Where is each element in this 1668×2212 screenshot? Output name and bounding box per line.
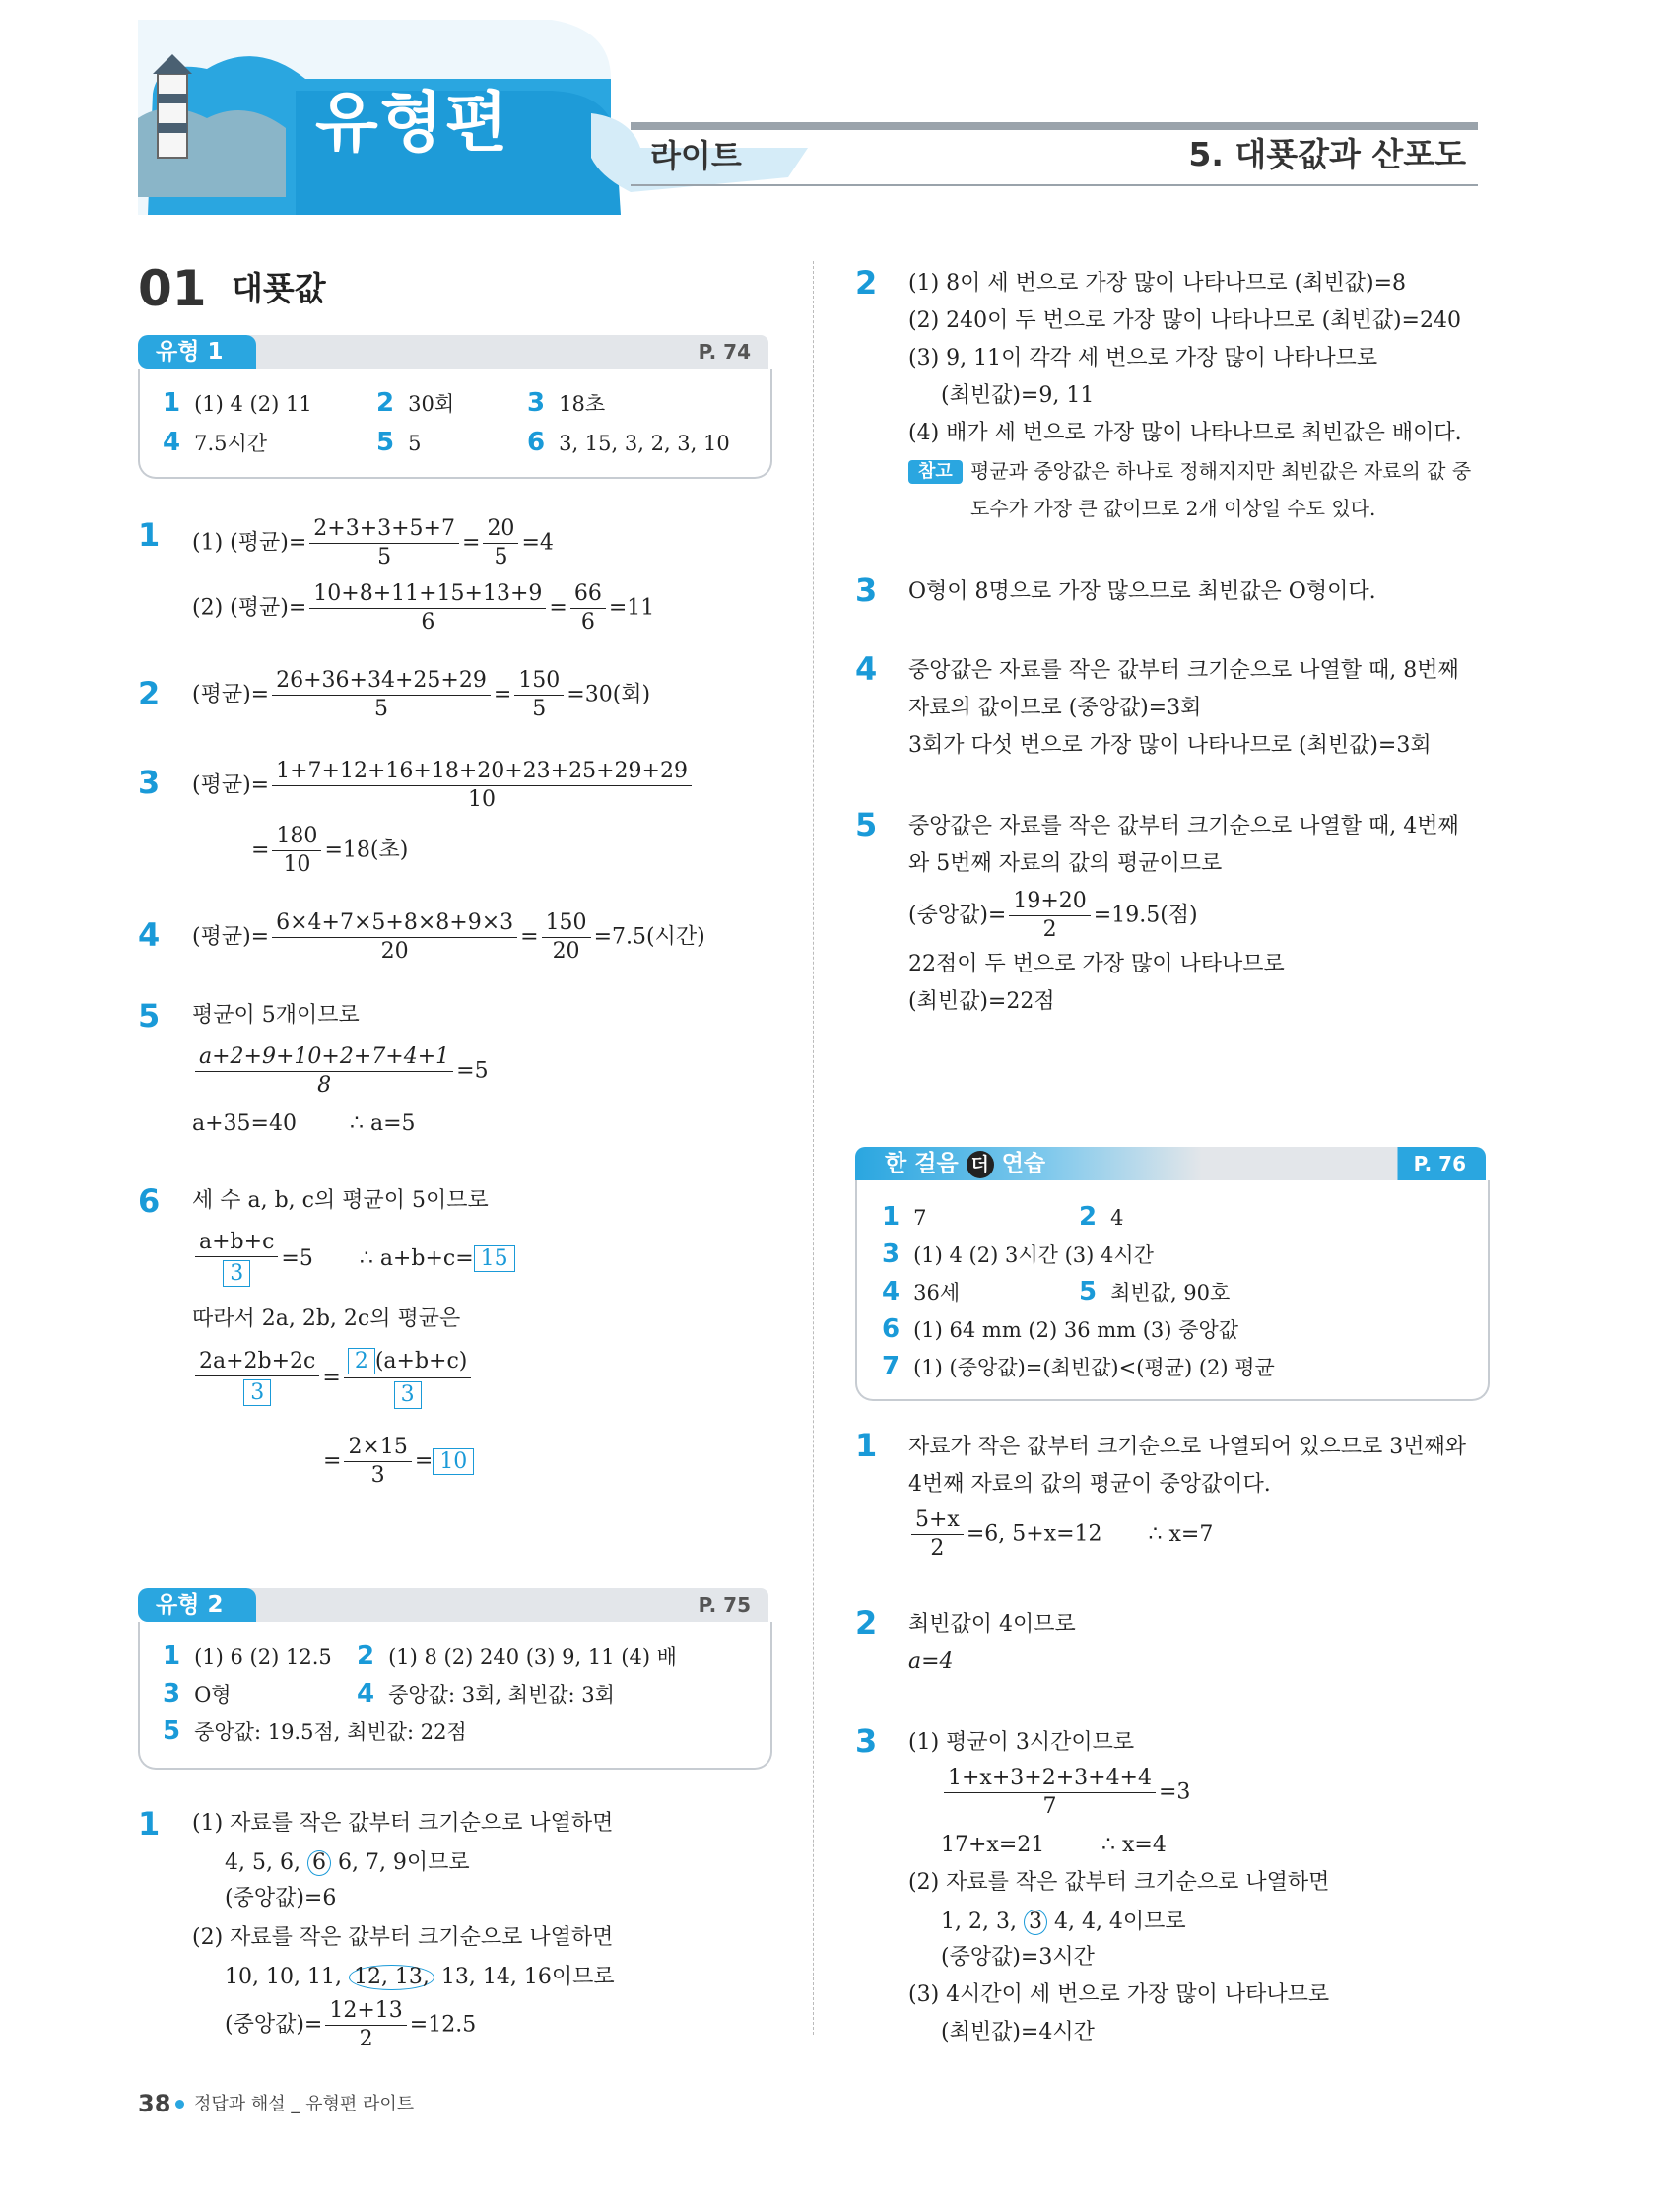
sol5-line2: $\frac{a+2+9+10+2+7+4+1}{8}$ =5 xyxy=(192,1046,489,1097)
practice-sol1-line2: 4번째 자료의 값의 평균이 중앙값이다. xyxy=(908,1472,1271,1497)
type1-header xyxy=(138,335,768,369)
practice-answer-3: 3 (1) 4 (2) 3시간 (3) 4시간 xyxy=(882,1240,1154,1269)
type2-page: P. 75 xyxy=(698,1593,751,1617)
sol5-line1: 평균이 5개이므로 xyxy=(192,1003,360,1028)
right-sol5-line3: (중앙값)= $\frac{19+20}{2}$ =19.5(점) xyxy=(908,889,1198,942)
type1-page: P. 74 xyxy=(698,340,751,364)
header-title: 유형편 xyxy=(315,85,510,161)
type2-sol1-line2: 4, 5, 6, 6 6, 7, 9이므로 xyxy=(225,1850,470,1875)
practice-sol3-line3: 17+x=21 xyxy=(941,1833,1045,1857)
type2-answer-5: 5 중앙값: 19.5점, 최빈값: 22점 xyxy=(163,1716,467,1746)
footer-dot xyxy=(175,2100,184,2109)
right-sol-number-2: 2 xyxy=(855,264,878,302)
right-sol2-line1: (1) 8이 세 번으로 가장 많이 나타나므로 (최빈값)=8 xyxy=(908,271,1406,296)
practice-answer-5: 5 최빈값, 90호 xyxy=(1079,1277,1231,1307)
type1-answer-5: 5 5 xyxy=(376,428,422,457)
sol-number-4: 4 xyxy=(138,916,161,954)
header-banner xyxy=(0,0,1668,217)
right-sol2-line2: (2) 240이 두 번으로 가장 많이 나타나므로 (최빈값)=240 xyxy=(908,308,1461,333)
practice-sol3-line1: (1) 평균이 3시간이므로 xyxy=(908,1730,1135,1755)
sol-number-6: 6 xyxy=(138,1182,161,1220)
practice-sol3-line9: (최빈값)=4시간 xyxy=(941,2020,1095,2044)
right-sol4-line3: 3회가 다섯 번으로 가장 많이 나타나므로 (최빈값)=3회 xyxy=(908,733,1432,758)
practice-label-mark: 더 xyxy=(967,1151,994,1178)
right-sol5-line4: 22점이 두 번으로 가장 많이 나타나므로 xyxy=(908,952,1285,976)
practice-answer-7: 7 (1) (중앙값)=(최빈값)<(평균) (2) 평균 xyxy=(882,1352,1275,1381)
practice-sol-number-3: 3 xyxy=(855,1722,878,1760)
practice-sol1-line1: 자료가 작은 값부터 크기순으로 나열되어 있으므로 3번째와 xyxy=(908,1435,1467,1459)
sol6-line4: $\frac{2a+2b+2c}{3}$ = $\frac{2 (a+b+c)}{3}$ xyxy=(192,1348,474,1409)
type1-answer-box xyxy=(138,369,772,479)
type2-answer-2: 2 (1) 8 (2) 240 (3) 9, 11 (4) 배 xyxy=(357,1642,677,1671)
type2-sol1-line6: (중앙값)= $\frac{12+13}{2}$ =12.5 xyxy=(225,1998,477,2051)
right-sol2-line5: (4) 배가 세 번으로 가장 많이 나타나므로 최빈값은 배이다. xyxy=(908,421,1462,445)
type2-label: 유형 2 xyxy=(138,1588,256,1622)
sol1-line1: (1) (평균)= $\frac{2+3+3+5+7}{5}$ = $\frac{20}{5}$ =4 xyxy=(192,516,554,570)
chapter-title: 5. 대푯값과 산포도 xyxy=(1188,135,1466,173)
practice-sol2-line1: 최빈값이 4이므로 xyxy=(908,1612,1076,1637)
type1-answer-1: 1 (1) 4 (2) 11 xyxy=(163,388,312,418)
header-tab: 라이트 xyxy=(650,137,742,174)
practice-sol3-line2: $\frac{1+x+3+2+3+4+4}{7}$ =3 xyxy=(941,1768,1190,1818)
sol-number-3: 3 xyxy=(138,764,161,801)
right-sol5-line2: 와 5번째 자료의 값의 평균이므로 xyxy=(908,851,1223,876)
practice-sol3-line5: (2) 자료를 작은 값부터 크기순으로 나열하면 xyxy=(908,1870,1330,1895)
practice-page: P. 76 xyxy=(1413,1152,1466,1175)
footer-text: 정답과 해설 _ 유형편 라이트 xyxy=(194,2094,415,2114)
type2-sol-number-1: 1 xyxy=(138,1805,161,1843)
sol6-line2: $\frac{a+b+c}{3}$ =5 ∴ a+b+c= 15 xyxy=(192,1232,515,1287)
sol1-line2: (2) (평균)= $\frac{10+8+11+15+13+9}{6}$ = $\frac{66}{6}$ =11 xyxy=(192,581,655,635)
column-divider xyxy=(813,261,814,2035)
sol6-line1: 세 수 a, b, c의 평균이 5이므로 xyxy=(192,1188,489,1213)
practice-header xyxy=(855,1147,1486,1180)
practice-sol3-line7: (중앙값)=3시간 xyxy=(941,1945,1095,1970)
practice-sol2-line2: a=4 xyxy=(908,1649,954,1674)
right-sol2-line3: (3) 9, 11이 각각 세 번으로 가장 많이 나타나므로 xyxy=(908,346,1378,370)
right-sol-number-5: 5 xyxy=(855,806,878,843)
practice-answer-4: 4 36세 xyxy=(882,1277,961,1307)
sol3-line1: (평균)= $\frac{1+7+12+16+18+20+23+25+29+29}{10}$ xyxy=(192,761,695,811)
sol-number-1: 1 xyxy=(138,516,161,554)
type2-sol1-line4: (2) 자료를 작은 값부터 크기순으로 나열하면 xyxy=(192,1925,614,1950)
right-sol4-line2: 자료의 값이므로 (중앙값)=3회 xyxy=(908,696,1202,720)
sol-number-2: 2 xyxy=(138,675,161,712)
note-tag: 참고 xyxy=(908,460,963,484)
right-sol2-line4: (최빈값)=9, 11 xyxy=(941,383,1095,408)
type1-answer-2: 2 30회 xyxy=(376,388,455,418)
type2-bar xyxy=(248,1588,768,1622)
type1-bar xyxy=(248,335,768,369)
practice-sol3-line8: (3) 4시간이 세 번으로 가장 많이 나타나므로 xyxy=(908,1982,1330,2007)
type2-answer-1: 1 (1) 6 (2) 12.5 xyxy=(163,1642,332,1671)
type1-answer-4: 4 7.5시간 xyxy=(163,428,268,457)
right-sol4-line1: 중앙값은 자료를 작은 값부터 크기순으로 나열할 때, 8번째 xyxy=(908,658,1459,683)
type2-sol1-line1: (1) 자료를 작은 값부터 크기순으로 나열하면 xyxy=(192,1811,614,1836)
section-title: 대푯값 xyxy=(232,269,326,307)
practice-sol3-line6: 1, 2, 3, 3 4, 4, 4이므로 xyxy=(941,1910,1186,1934)
sol6-line5: = $\frac{2\times 15}{3}$ = 10 xyxy=(323,1437,474,1487)
practice-sol-number-2: 2 xyxy=(855,1604,878,1642)
sol2-line1: (평균)= $\frac{26+36+34+25+29}{5}$ = $\frac{150}{5}$ =30(회) xyxy=(192,668,651,721)
type2-header xyxy=(138,1588,768,1622)
type1-answer-6: 6 3, 15, 3, 2, 3, 10 xyxy=(527,428,730,457)
sol3-line2: = $\frac{180}{10}$ =18(초) xyxy=(251,824,409,877)
sol4-line1: (평균)= $\frac{6\times 4+7\times 5+8\times 8+9\times 3}{20}$ = $\frac{150}{20}$ =7.5(시간) xyxy=(192,910,705,964)
type1-label: 유형 1 xyxy=(138,335,256,369)
page-number: 38 xyxy=(138,2090,171,2117)
sol6-line3: 따라서 2a, 2b, 2c의 평균은 xyxy=(192,1307,461,1331)
type1-answer-3: 3 18초 xyxy=(527,388,606,418)
practice-answer-2: 2 4 xyxy=(1079,1202,1124,1232)
practice-label: 한 걸음 더 연습 xyxy=(885,1151,1046,1176)
section-number: 01 xyxy=(138,260,207,317)
sol-number-5: 5 xyxy=(138,997,161,1035)
right-note-line2: 도수가 가장 큰 값이므로 2개 이상일 수도 있다. xyxy=(970,497,1376,520)
practice-answer-6: 6 (1) 64 mm (2) 36 mm (3) 중앙값 xyxy=(882,1314,1239,1344)
right-sol3-line1: O형이 8명으로 가장 많으므로 최빈값은 O형이다. xyxy=(908,579,1376,604)
type2-answer-4: 4 중앙값: 3회, 최빈값: 3회 xyxy=(357,1679,615,1709)
type2-answer-3: 3 O형 xyxy=(163,1679,232,1709)
right-sol5-line1: 중앙값은 자료를 작은 값부터 크기순으로 나열할 때, 4번째 xyxy=(908,814,1459,838)
sol5-line3: a+35=40 xyxy=(192,1111,297,1136)
right-sol-number-4: 4 xyxy=(855,650,878,688)
practice-sol-number-1: 1 xyxy=(855,1427,878,1464)
right-note-line1: 평균과 중앙값은 하나로 정해지지만 최빈값은 자료의 값 중 xyxy=(970,459,1472,483)
right-sol-number-3: 3 xyxy=(855,571,878,609)
practice-answer-1: 1 7 xyxy=(882,1202,927,1232)
sol5-line4: ∴ a=5 xyxy=(350,1111,416,1136)
type2-sol1-line5: 10, 10, 11, 12, 13, 13, 14, 16이므로 xyxy=(225,1965,615,1989)
practice-sol1-line3: $\frac{5+x}{2}$ =6, 5+x=12 ∴ x=7 xyxy=(908,1509,1213,1560)
right-sol5-line5: (최빈값)=22점 xyxy=(908,989,1055,1014)
type2-sol1-line3: (중앙값)=6 xyxy=(225,1886,337,1910)
practice-sol3-line4: ∴ x=4 xyxy=(1101,1833,1167,1857)
